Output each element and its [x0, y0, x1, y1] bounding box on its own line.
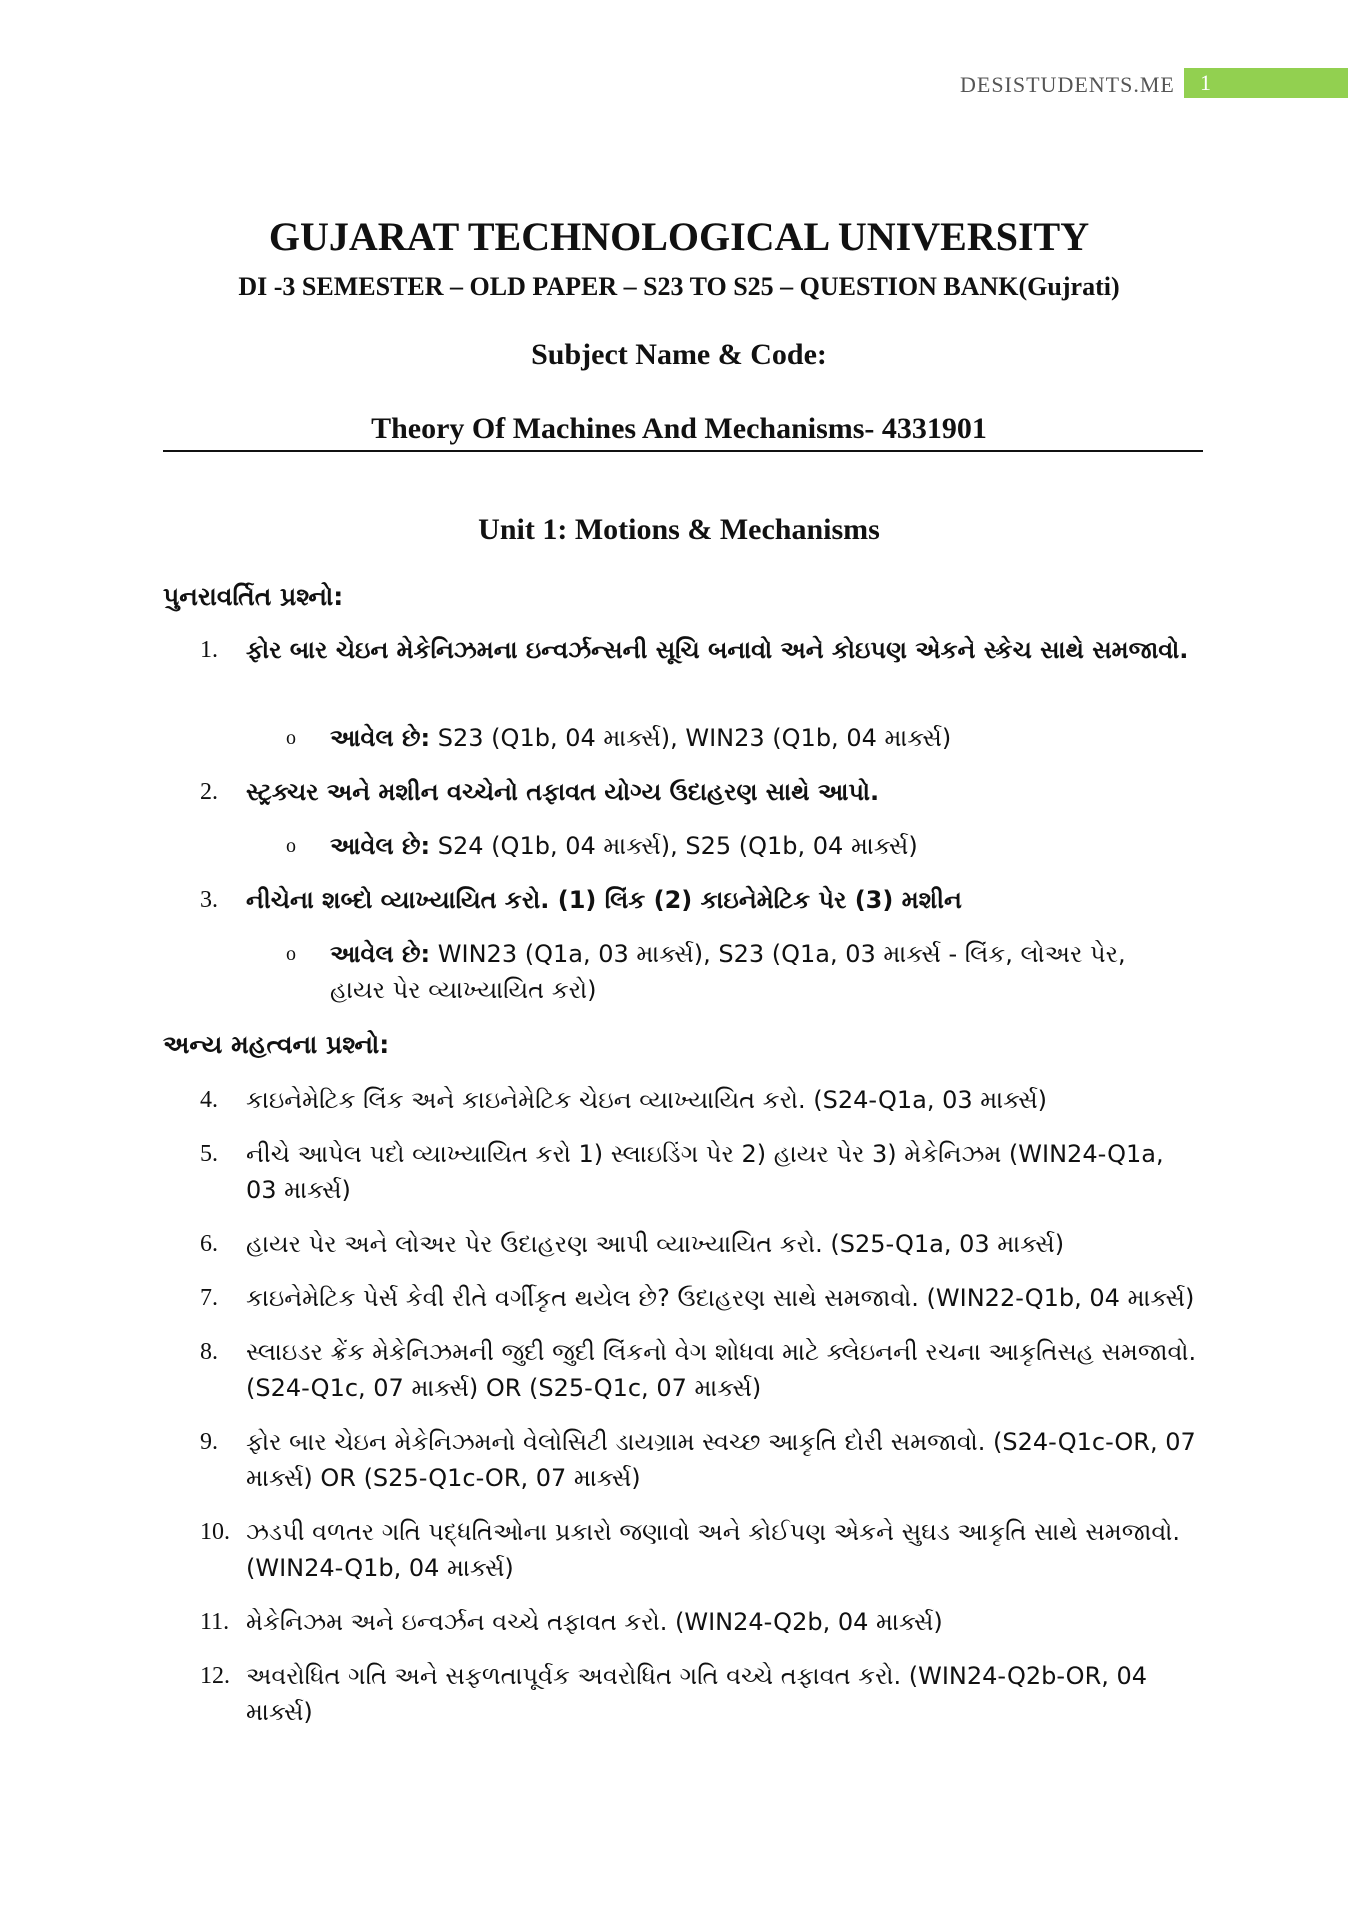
- page-title: GUJARAT TECHNOLOGICAL UNIVERSITY: [268, 214, 1090, 259]
- circle-bullet-icon: o: [286, 727, 296, 749]
- appeared-in: [286, 828, 1186, 864]
- question-text: હાયર પેર અને લોઅર પેર ઉદાહરણ આપી વ્યાખ્યાયિત કરો. (S25-Q1a, 03 માર્ક્સ): [246, 1230, 1065, 1258]
- title-divider: [163, 450, 1203, 452]
- question-text: સ્લાઇડર ક્રેંક મેકેનિઝમની જુદી જુદી લિંકનો વેગ શોધવા માટે ક્લેઇનની રચના આકૃતિસહ સમજાવો. (S24-Q1c, 07 માર્ક્સ) OR (S25-Q1c, 07 માર્ક્સ): [246, 1338, 1197, 1402]
- question-text: મેકેનિઝમ અને ઇન્વર્ઝન વચ્ચે તફાવત કરો. (WIN24-Q2b, 04 માર્ક્સ): [246, 1608, 943, 1636]
- question-text: અવરોધિત ગતિ અને સફળતાપૂર્વક અવરોધિત ગતિ વચ્ચે તફાવત કરો. (WIN24-Q2b-OR, 04 માર્ક્સ): [246, 1662, 1148, 1726]
- circle-bullet-icon: o: [286, 943, 296, 965]
- page-number-badge: 1: [1184, 68, 1348, 98]
- appeared-in: [286, 720, 1186, 756]
- question-item: [200, 1658, 1200, 1730]
- question-item: [200, 882, 1200, 918]
- question-number: 1.: [200, 637, 218, 663]
- question-item: [200, 1424, 1200, 1496]
- subject-label: Subject Name & Code:: [531, 338, 827, 371]
- question-number: 9.: [200, 1429, 218, 1455]
- question-text: નીચે આપેલ પદો વ્યાખ્યાયિત કરો 1) સ્લાઇડિંગ પેર 2) હાયર પેર 3) મેકેનિઝમ (WIN24-Q1a, 03 માર્ક્સ): [246, 1140, 1164, 1204]
- question-number: 6.: [200, 1231, 218, 1257]
- question-number: 5.: [200, 1141, 218, 1167]
- question-number: 7.: [200, 1285, 218, 1311]
- question-number: 10.: [200, 1519, 230, 1545]
- header-brand: DESISTUDENTS.ME: [960, 72, 1175, 97]
- question-item: [200, 774, 1200, 810]
- question-text: કાઇનેમેટિક લિંક અને કાઇનેમેટિક ચેઇન વ્યાખ્યાયિત કરો. (S24-Q1a, 03 માર્ક્સ): [246, 1086, 1048, 1114]
- unit-title: Unit 1: Motions & Mechanisms: [478, 513, 880, 546]
- question-number: 11.: [200, 1609, 230, 1635]
- section-heading-other: અન્ય મહત્વના પ્રશ્નો:: [163, 1030, 390, 1059]
- question-text: ફોર બાર ચેઇન મેકેનિઝમનો વેલોસિટી ડાયગ્રામ સ્વચ્છ આકૃતિ દોરી સમજાવો. (S24-Q1c-OR, 07 માર્ક્સ) OR (S25-Q1c-OR, 07 માર્ક્સ): [246, 1428, 1196, 1492]
- appeared-value: S24 (Q1b, 04 માર્ક્સ), S25 (Q1b, 04 માર્ક્સ): [437, 832, 918, 860]
- question-number: 3.: [200, 887, 218, 913]
- question-text: કાઇનેમેટિક પેર્સ કેવી રીતે વર્ગીકૃત થયેલ છે? ઉદાહરણ સાથે સમજાવો. (WIN22-Q1b, 04 માર્ક્સ): [246, 1284, 1195, 1312]
- question-number: 4.: [200, 1087, 218, 1113]
- question-item: [200, 1334, 1200, 1406]
- question-item: [200, 632, 1200, 668]
- question-item: [200, 1604, 1200, 1640]
- question-text: સ્ટ્રક્ચર અને મશીન વચ્ચેનો તફાવત યોગ્ય ઉદાહરણ સાથે આપો.: [246, 778, 880, 806]
- question-number: 8.: [200, 1339, 218, 1365]
- section-heading-repeated: પુનરાવર્તિત પ્રશ્નો:: [163, 582, 344, 611]
- appeared-value: S23 (Q1b, 04 માર્ક્સ), WIN23 (Q1b, 04 માર્ક્સ): [437, 724, 952, 752]
- question-item: [200, 1226, 1200, 1262]
- question-item: [200, 1082, 1200, 1118]
- question-text: ફોર બાર ચેઇન મેકેનિઝમના ઇન્વર્ઝન્સની સૂચિ બનાવો અને કોઇપણ એકને સ્કેચ સાથે સમજાવો.: [246, 636, 1189, 664]
- question-number: 2.: [200, 779, 218, 805]
- appeared-label: આવેલ છે:: [330, 832, 431, 860]
- question-number: 12.: [200, 1663, 230, 1689]
- appeared-label: આવેલ છે:: [330, 724, 431, 752]
- question-item: [200, 1514, 1200, 1586]
- circle-bullet-icon: o: [286, 835, 296, 857]
- question-text: નીચેના શબ્દો વ્યાખ્યાયિત કરો. (1) લિંક (2) કાઇનેમેટિક પેર (3) મશીન: [246, 886, 962, 914]
- question-text: ઝડપી વળતર ગતિ પદ્ધતિઓના પ્રકારો જણાવો અને કોઈપણ એકને સુઘડ આકૃતિ સાથે સમજાવો. (WIN24-Q1b, 04 માર્ક્સ): [246, 1518, 1180, 1582]
- appeared-label: આવેલ છે:: [330, 940, 431, 968]
- page-subtitle: DI -3 SEMESTER – OLD PAPER – S23 TO S25 – QUESTION BANK(Gujrati): [238, 272, 1120, 301]
- subject-name: Theory Of Machines And Mechanisms- 4331901: [371, 412, 987, 445]
- appeared-value: WIN23 (Q1a, 03 માર્ક્સ), S23 (Q1a, 03 માર્ક્સ - લિંક, લોઅર પેર, હાયર પેર વ્યાખ્યાયિત કરો): [330, 940, 1126, 1004]
- appeared-in: [286, 936, 1186, 1008]
- question-item: [200, 1280, 1200, 1316]
- question-item: [200, 1136, 1200, 1208]
